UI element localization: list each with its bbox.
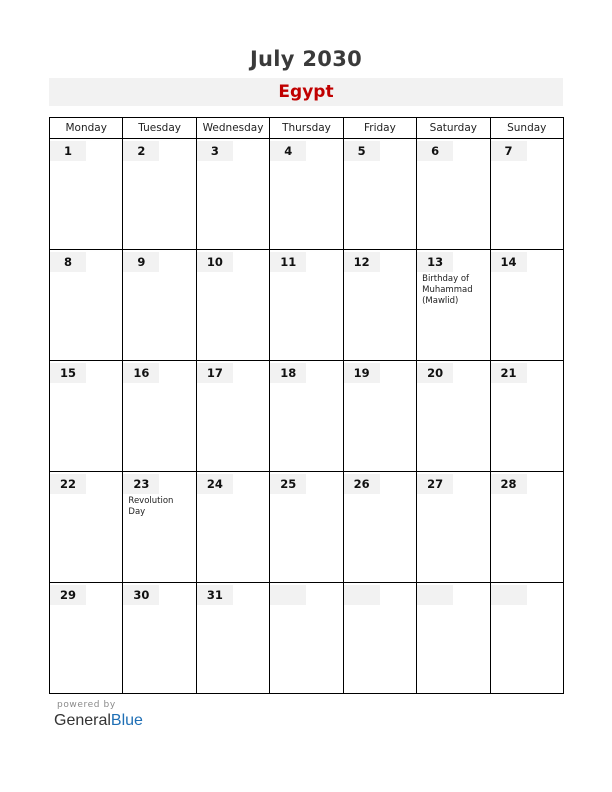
day-cell [50, 583, 123, 694]
holiday-label: Birthday of Muhammad (Mawlid) [422, 274, 473, 306]
day-cell [417, 583, 490, 694]
day-cell [196, 583, 269, 694]
day-number: 1 [50, 141, 86, 161]
brand-name-blue: Blue [110, 712, 143, 729]
day-number: 30 [123, 585, 159, 605]
holiday-label: Revolution Day [128, 496, 174, 517]
day-number: 9 [123, 252, 159, 272]
day-cell [50, 361, 123, 472]
day-cell [196, 472, 269, 583]
day-cell [270, 583, 343, 694]
day-number: 24 [197, 474, 233, 494]
day-cell [196, 139, 269, 250]
powered-by-label: powered by [57, 700, 116, 710]
day-number: 27 [417, 474, 453, 494]
day-cell [196, 361, 269, 472]
weekday-header: Monday [50, 118, 123, 139]
day-number: 22 [50, 474, 86, 494]
day-number: 18 [270, 363, 306, 383]
day-cell [50, 472, 123, 583]
day-cell [417, 139, 490, 250]
day-number: 25 [270, 474, 306, 494]
day-cell [343, 250, 416, 361]
day-number: 31 [197, 585, 233, 605]
day-cell [270, 250, 343, 361]
day-number: 16 [123, 363, 159, 383]
calendar-grid [49, 117, 564, 694]
weekday-header: Thursday [270, 118, 343, 139]
day-cell [343, 472, 416, 583]
calendar-title: July 2030 [249, 47, 363, 71]
week-row [50, 583, 564, 694]
day-cell [417, 250, 490, 361]
day-number: 3 [197, 141, 233, 161]
day-number [417, 585, 453, 605]
day-number: 8 [50, 252, 86, 272]
day-cell [50, 139, 123, 250]
day-number: 21 [491, 363, 527, 383]
day-number: 14 [491, 252, 527, 272]
day-cell [270, 472, 343, 583]
day-number [270, 585, 306, 605]
day-number: 28 [491, 474, 527, 494]
day-cell [123, 361, 196, 472]
day-number: 13 [417, 252, 453, 272]
weekday-header: Wednesday [196, 118, 269, 139]
brand-logo [54, 712, 143, 730]
day-number: 23 [123, 474, 159, 494]
week-row [50, 472, 564, 583]
day-cell [490, 139, 563, 250]
weekday-header: Saturday [417, 118, 490, 139]
country-name: Egypt [278, 82, 334, 102]
day-cell [270, 361, 343, 472]
week-row [50, 361, 564, 472]
brand-name-general: General [54, 712, 111, 729]
day-number: 11 [270, 252, 306, 272]
day-number: 10 [197, 252, 233, 272]
day-cell [490, 583, 563, 694]
day-cell [490, 250, 563, 361]
day-cell [417, 472, 490, 583]
day-number: 17 [197, 363, 233, 383]
day-number: 12 [344, 252, 380, 272]
day-cell [123, 139, 196, 250]
weekday-header: Tuesday [123, 118, 196, 139]
day-number: 4 [270, 141, 306, 161]
day-number: 6 [417, 141, 453, 161]
day-cell [123, 250, 196, 361]
week-row [50, 250, 564, 361]
country-banner [49, 78, 563, 106]
day-cell [123, 583, 196, 694]
weekday-header: Sunday [490, 118, 563, 139]
day-number: 7 [491, 141, 527, 161]
day-number: 15 [50, 363, 86, 383]
day-number: 29 [50, 585, 86, 605]
day-cell [490, 361, 563, 472]
day-cell [343, 583, 416, 694]
weekday-header: Friday [343, 118, 416, 139]
day-number: 19 [344, 363, 380, 383]
day-cell [417, 361, 490, 472]
day-cell [123, 472, 196, 583]
day-number: 26 [344, 474, 380, 494]
day-cell [50, 250, 123, 361]
day-number: 2 [123, 141, 159, 161]
weekday-header-row [50, 118, 564, 139]
day-cell [196, 250, 269, 361]
day-number: 5 [344, 141, 380, 161]
day-cell [343, 361, 416, 472]
day-cell [490, 472, 563, 583]
week-row [50, 139, 564, 250]
day-number [344, 585, 380, 605]
day-cell [343, 139, 416, 250]
day-number: 20 [417, 363, 453, 383]
day-number [491, 585, 527, 605]
day-cell [270, 139, 343, 250]
